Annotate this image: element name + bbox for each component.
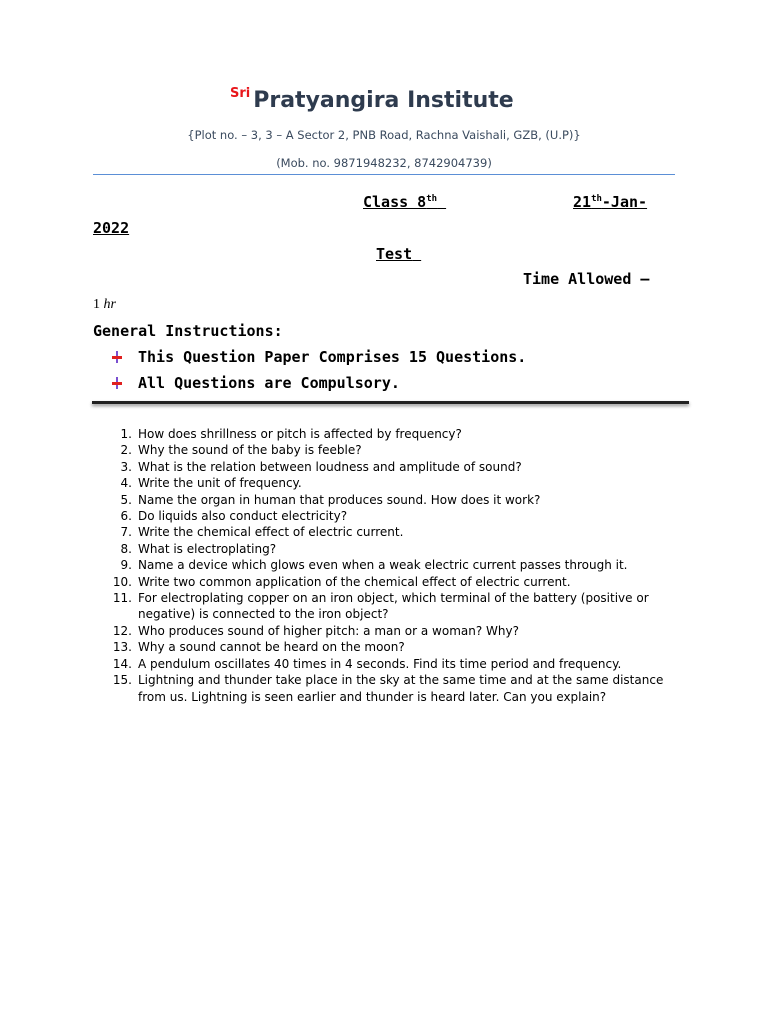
question-item [110,656,680,672]
instruction-item [112,348,526,366]
question-item [110,557,680,573]
question-item [110,574,680,590]
question-number: 9. [120,558,132,573]
exam-date: 21th-Jan- [573,193,648,211]
question-item [110,426,680,442]
question-text: A pendulum oscillates 40 times in 4 seconds. Find its time period and frequency. [138,656,622,671]
exam-year: 2022 [93,219,130,237]
question-number: 14. [112,656,132,671]
question-item [110,492,680,508]
question-number: 2. [120,443,132,458]
question-item [110,524,680,540]
question-item [110,639,680,655]
question-number: 7. [120,525,132,540]
question-text: Write the unit of frequency. [138,476,302,491]
question-number: 13. [112,640,132,655]
instruction-item [112,374,400,392]
test-label: Test [376,245,413,263]
instructions-heading: General Instructions: [93,322,283,340]
question-item [110,623,680,639]
question-item [110,590,680,623]
question-item [110,541,680,557]
question-item [110,475,680,491]
question-number: 8. [120,541,132,556]
institute-name: Pratyangira Institute [253,88,514,113]
question-text: How does shrillness or pitch is affected by frequency? [138,427,462,441]
question-list [110,426,680,705]
question-text: Why the sound of the baby is feeble? [138,443,362,458]
institute-mobile: (Mob. no. 9871948232, 8742904739) [276,156,492,170]
question-text: Write the chemical effect of electric current. [138,525,404,540]
question-number: 10. [112,574,132,589]
question-text: What is the relation between loudness and amplitude of sound? [138,459,522,474]
question-number: 1. [120,427,132,441]
question-text: Do liquids also conduct electricity? [138,509,348,524]
section-divider [92,401,689,404]
header-divider [93,174,675,175]
class-label: Class 8th [363,193,438,211]
instruction-text: This Question Paper Comprises 15 Questions. [138,348,527,366]
question-text: Name a device which glows even when a weak electric current passes through it. [138,558,628,573]
time-allowed-label: Time Allowed – [523,270,650,288]
question-item [110,442,680,458]
instruction-text: All Questions are Compulsory. [138,374,400,392]
question-number: 4. [120,476,132,491]
question-text: Who produces sound of higher pitch: a man or a woman? Why? [138,623,519,638]
question-item [110,672,680,705]
time-allowed-value: 1 hr [93,297,116,312]
question-text: Lightning and thunder take place in the sky at the same time and at the same distance from us. Lightning is seen earlier and thunder is heard later. Can you explain? [138,673,664,704]
question-text: For electroplating copper on an iron object, which terminal of the battery (positive or negative) is connected to the iron object? [138,591,649,622]
question-item [110,508,680,524]
question-number: 6. [120,509,132,524]
question-number: 12. [112,623,132,638]
question-item [110,459,680,475]
question-text: Name the organ in human that produces sound. How does it work? [138,492,541,507]
question-text: Write two common application of the chemical effect of electric current. [138,574,571,589]
question-number: 5. [120,492,132,507]
question-number: 3. [120,459,132,474]
question-text: What is electroplating? [138,541,277,556]
question-text: Why a sound cannot be heard on the moon? [138,640,405,655]
institute-title [230,86,514,113]
arrow-bullet-icon [112,351,122,363]
question-number: 11. [112,591,132,606]
question-number: 15. [112,673,132,688]
arrow-bullet-icon [112,377,122,389]
institute-address: {Plot no. – 3, 3 – A Sector 2, PNB Road, Rachna Vaishali, GZB, (U.P)} [187,128,581,142]
institute-prefix: Sri [230,86,251,101]
